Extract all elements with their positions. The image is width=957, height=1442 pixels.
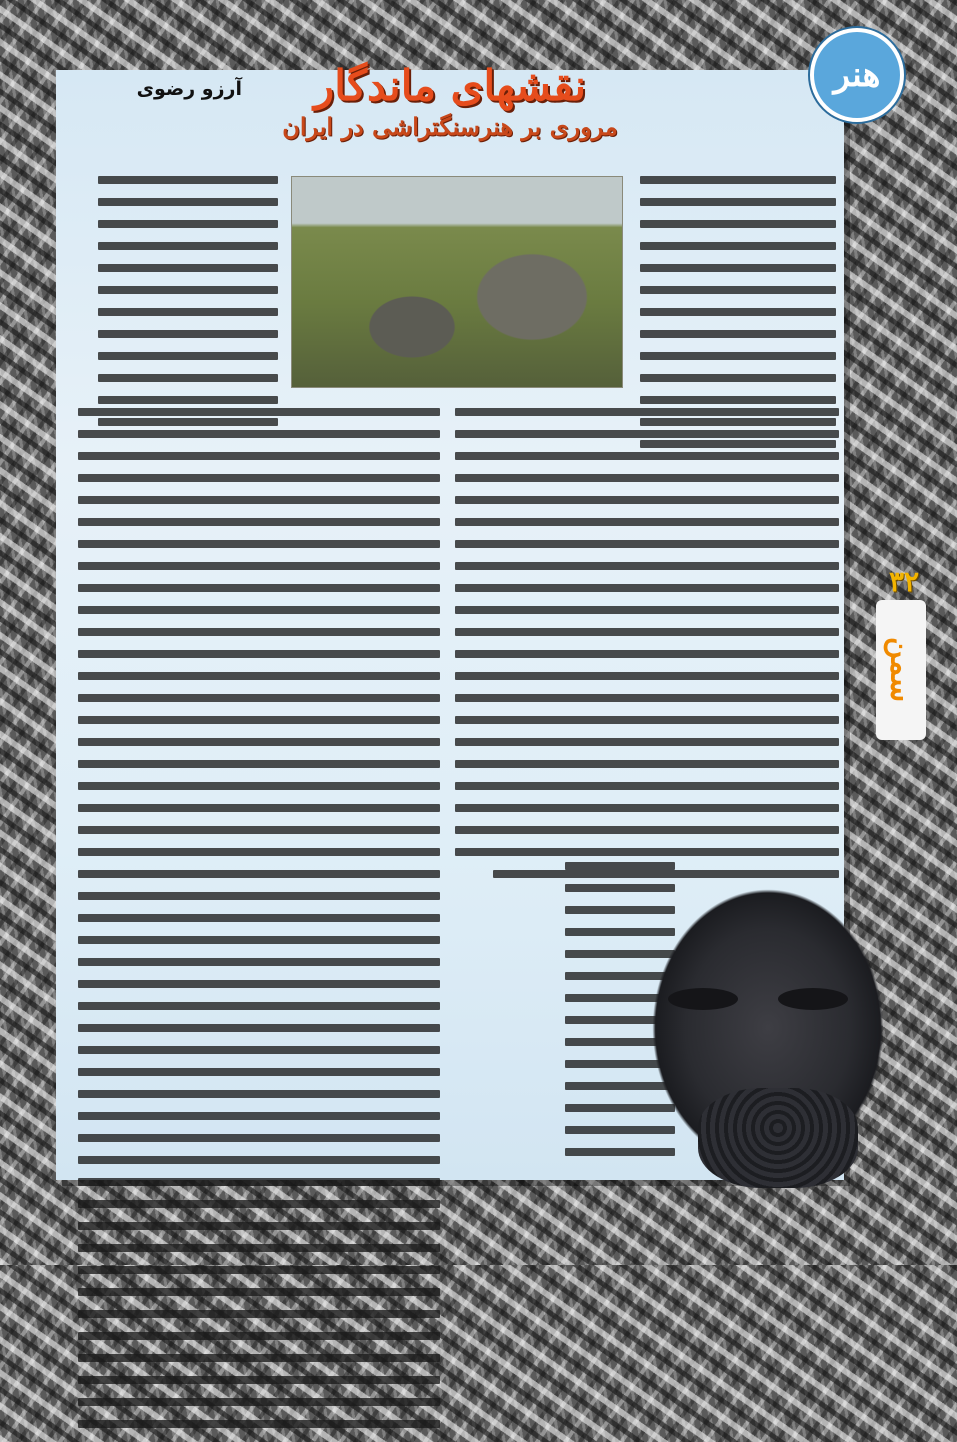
stone-lion-photo [291, 176, 623, 388]
eye-left-shape [668, 988, 738, 1010]
section-tab [876, 600, 926, 740]
article-subtitle: مروری بر هنرسنگتراشی در ایران [282, 112, 618, 141]
page-number: ۳۲ [888, 565, 920, 598]
beard-shape [698, 1088, 858, 1188]
section-label: سمن [883, 637, 919, 703]
article-title: نقشهای ماندگار [313, 61, 587, 110]
logo-text: هنر [833, 55, 881, 95]
stone-head-photo [598, 838, 943, 1208]
author-name: آرزو رضوی [136, 78, 242, 100]
text-column-middle-right [455, 408, 839, 892]
text-column-top-left [98, 176, 278, 440]
eye-right-shape [778, 988, 848, 1010]
text-column-middle-left [78, 408, 440, 1442]
magazine-logo [810, 28, 904, 122]
